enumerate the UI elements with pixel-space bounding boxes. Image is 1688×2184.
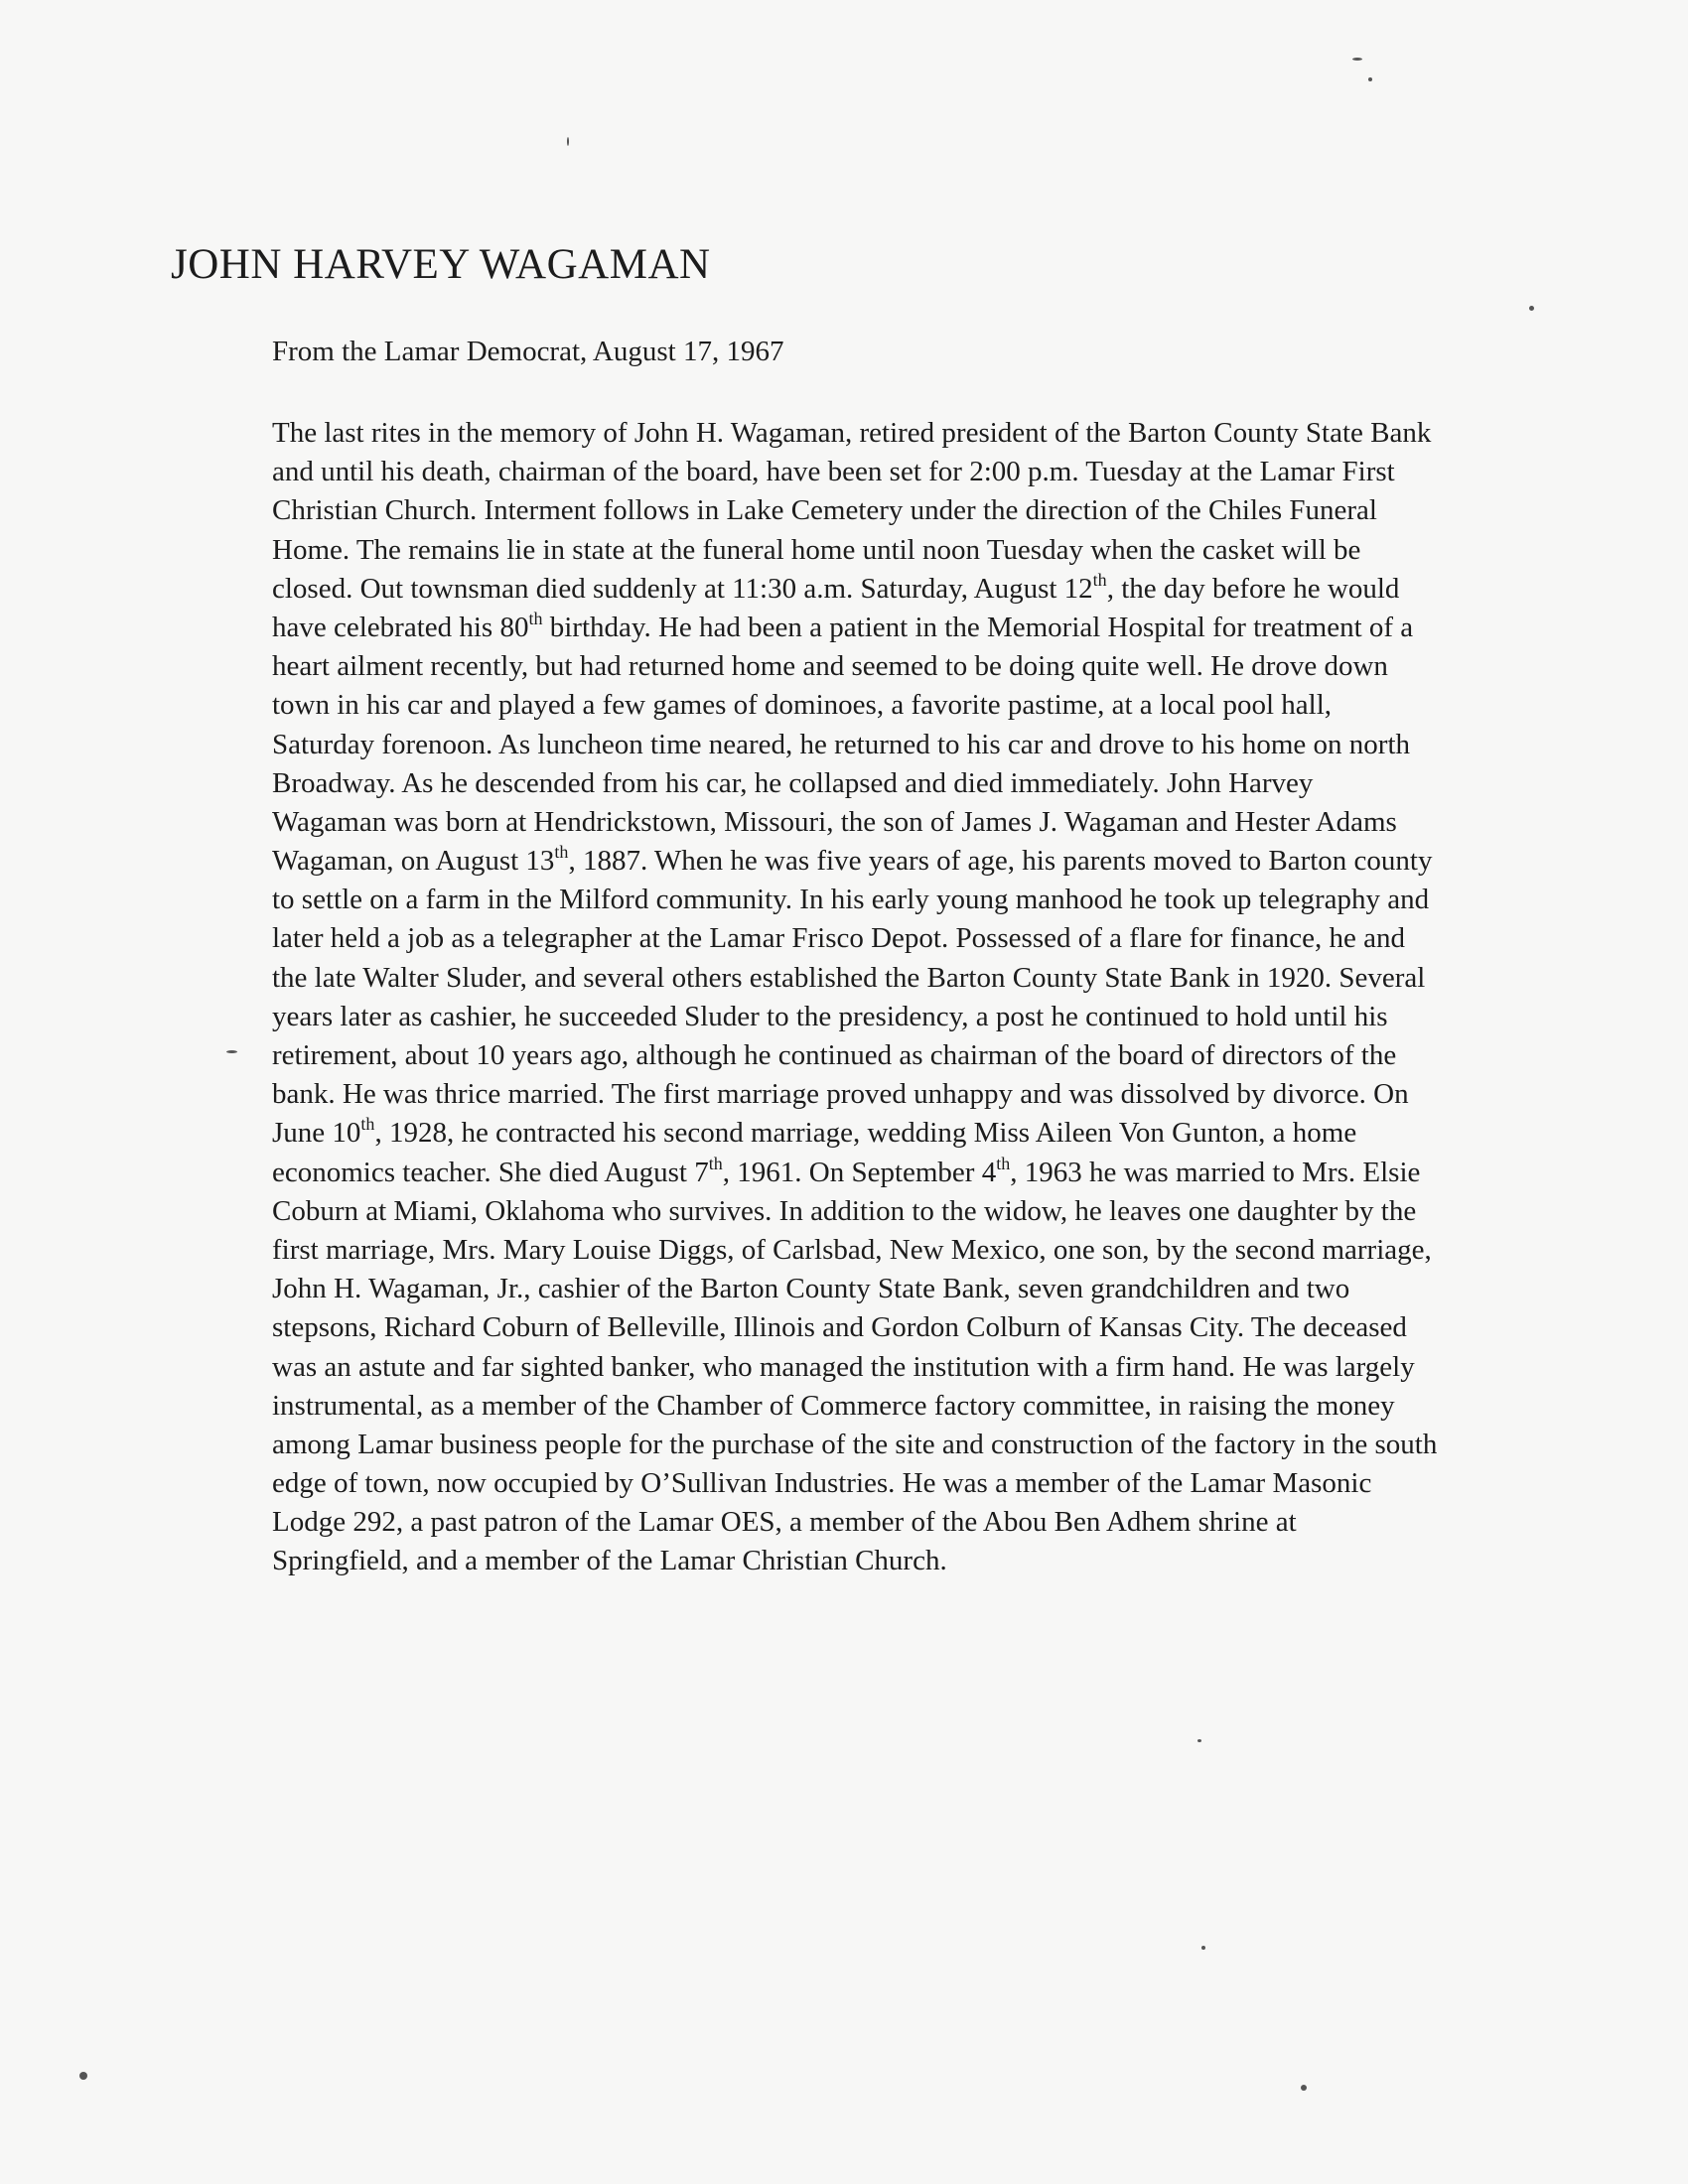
body-line: closed. Out townsman died suddenly at 11:30 a.m. Saturday, August 12th, the day before he would (272, 569, 1400, 605)
body-line: June 10th, 1928, he contracted his second marriage, wedding Miss Aileen Von Gunton, a home (272, 1114, 1357, 1150)
scan-speck (226, 1050, 237, 1053)
ordinal-suffix: th (528, 608, 543, 628)
scan-speck (1201, 1946, 1205, 1950)
page-title: JOHN HARVEY WAGAMAN (171, 241, 711, 288)
body-line: town in his car and played a few games of dominoes, a favorite pastime, at a local pool hall, (272, 689, 1333, 722)
body-line: John H. Wagaman, Jr., cashier of the Barton County State Bank, seven grandchildren and two (272, 1273, 1350, 1305)
body-line: heart ailment recently, but had returned home and seemed to be doing quite well. He drove down (272, 650, 1388, 683)
scan-speck (567, 137, 569, 146)
body-line: The last rites in the memory of John H. Wagaman, retired president of the Barton County State Bank (272, 417, 1432, 449)
body-line: later held a job as a telegrapher at the Lamar Frisco Depot. Possessed of a flare for finance, he and (272, 922, 1406, 955)
body-line: bank. He was thrice married. The first marriage proved unhappy and was dissolved by divorce. On (272, 1078, 1409, 1111)
body-line: Broadway. As he descended from his car, he collapsed and died immediately. John Harvey (272, 766, 1314, 799)
scan-speck (1529, 306, 1534, 311)
scan-speck (1301, 2085, 1307, 2091)
obituary-body (272, 414, 1634, 1581)
body-line: Wagaman, on August 13th, 1887. When he was five years of age, his parents moved to Barton county (272, 842, 1433, 878)
body-line: instrumental, as a member of the Chamber of Commerce factory committee, in raising the money (272, 1389, 1395, 1422)
body-line: edge of town, now occupied by O’Sullivan Industries. He was a member of the Lamar Masonic (272, 1467, 1372, 1500)
body-line: Saturday forenoon. As luncheon time neared, he returned to his car and drove to his home on north (272, 728, 1410, 760)
body-line: among Lamar business people for the purchase of the site and construction of the factory in the south (272, 1428, 1438, 1460)
body-line: Coburn at Miami, Oklahoma who survives. In addition to the widow, he leaves one daughter by the (272, 1194, 1417, 1227)
body-line: first marriage, Mrs. Mary Louise Diggs, of Carlsbad, New Mexico, one son, by the second marriage, (272, 1233, 1432, 1266)
ordinal-suffix: th (996, 1153, 1011, 1173)
body-line: Springfield, and a member of the Lamar Christian Church. (272, 1545, 947, 1577)
body-line: economics teacher. She died August 7th, 1961. On September 4th, 1963 he was married to Mrs. Elsie (272, 1153, 1421, 1188)
body-line: was an astute and far sighted banker, who managed the institution with a firm hand. He was largely (272, 1350, 1415, 1383)
body-line: Lodge 292, a past patron of the Lamar OES, a member of the Abou Ben Adhem shrine at (272, 1506, 1297, 1539)
body-line: Christian Church. Interment follows in Lake Cemetery under the direction of the Chiles Funeral (272, 494, 1377, 527)
body-line: the late Walter Sluder, and several others established the Barton County State Bank in 1920. Several (272, 961, 1426, 994)
body-line: retirement, about 10 years ago, although he continued as chairman of the board of directors of the (272, 1039, 1397, 1071)
scan-speck (1368, 77, 1372, 81)
ordinal-suffix: th (360, 1114, 375, 1135)
source-line: From the Lamar Democrat, August 17, 1967 (272, 336, 784, 367)
body-line: years later as cashier, he succeeded Sluder to the presidency, a post he continued to hold until his (272, 1000, 1388, 1032)
body-line: Home. The remains lie in state at the funeral home until noon Tuesday when the casket will be (272, 533, 1361, 566)
ordinal-suffix: th (1092, 569, 1107, 590)
body-line: to settle on a farm in the Milford community. In his early young manhood he took up telegraphy and (272, 884, 1430, 916)
body-line: stepsons, Richard Coburn of Belleville, Illinois and Gordon Colburn of Kansas City. The deceased (272, 1311, 1407, 1344)
body-line: have celebrated his 80th birthday. He had been a patient in the Memorial Hospital for treatment of a (272, 608, 1414, 643)
body-line: Wagaman was born at Hendrickstown, Missouri, the son of James J. Wagaman and Hester Adams (272, 805, 1397, 838)
scan-speck (1352, 58, 1362, 61)
ordinal-suffix: th (554, 842, 569, 863)
ordinal-suffix: th (708, 1153, 723, 1173)
scan-speck (1197, 1739, 1201, 1742)
body-line: and until his death, chairman of the board, have been set for 2:00 p.m. Tuesday at the Lamar First (272, 456, 1395, 488)
scan-speck (79, 2072, 87, 2080)
